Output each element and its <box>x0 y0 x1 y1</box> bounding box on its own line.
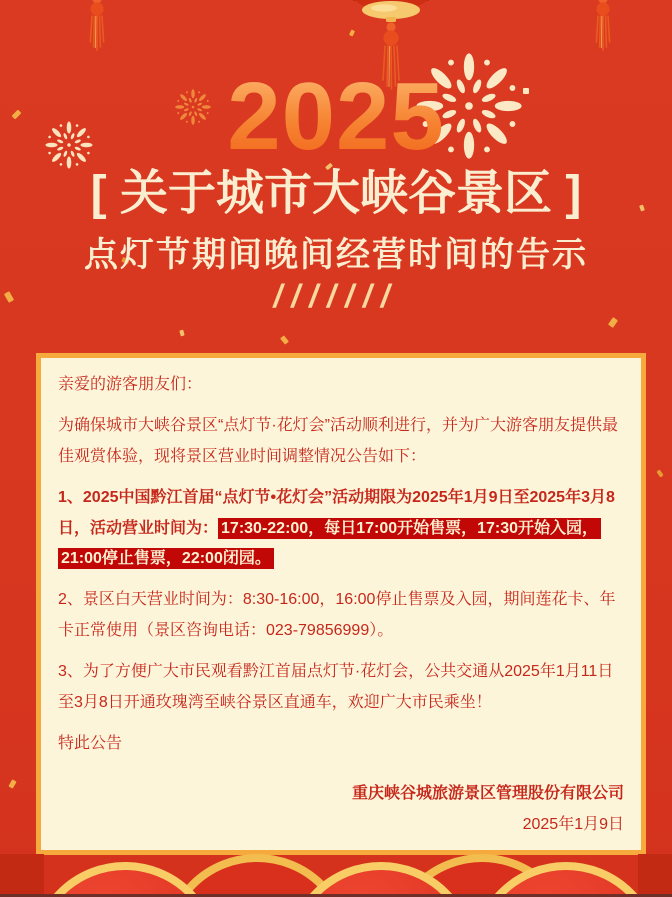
intro-paragraph: 为确保城市大峡谷景区“点灯节·花灯会”活动顺利进行，并为广大游客朋友提供最佳观赏体验，现将景区营业时间调整情况公告如下： <box>58 417 618 465</box>
confetti-speck <box>179 330 184 337</box>
tassel-icon <box>588 0 618 58</box>
year-heading: 2025 <box>227 63 445 170</box>
notice-item-2: 2、景区白天营业时间为：8:30-16:00，16:00停止售票及入园，期间莲花卡、年卡正常使用（景区咨询电话：023-79856999）。 <box>58 591 616 639</box>
subtitle: 点灯节期间晚间经营时间的告示 <box>84 236 588 275</box>
confetti-speck <box>8 779 16 788</box>
signature-company: 重庆峡谷城旅游景区管理股份有限公司 <box>351 785 624 803</box>
confetti-speck <box>280 335 289 344</box>
confetti-speck <box>656 469 663 477</box>
greeting-text: 亲爱的游客朋友们： <box>58 376 203 393</box>
main-title: [ 关于城市大峡谷景区 ] <box>90 167 582 221</box>
item-1-prefix: 1、2025中国黔江首届“点灯节•花灯会”活动期限为2025年1月9日至2025年3月8日，活动营业时间为： <box>58 489 615 537</box>
notice-item-1 <box>58 483 624 574</box>
scallop-arc <box>30 862 220 894</box>
slashes-decoration: /////// <box>273 278 399 315</box>
tassel-icon <box>82 0 112 58</box>
confetti-speck <box>349 29 355 36</box>
notice-card <box>36 353 646 855</box>
hero-header <box>0 63 672 315</box>
closing-text: 特此公告 <box>58 734 123 752</box>
signature-date: 2025年1月9日 <box>522 815 624 833</box>
notice-item-3: 3、为了方便广大市民观看黔江首届点灯节·花灯会，公共交通从2025年1月11日至3月8日开通玫瑰湾至峡谷景区直通车，欢迎广大市民乘坐！ <box>58 663 614 711</box>
confetti-speck <box>608 317 618 328</box>
item-1-highlighted-hours: 17:30-22:00，每日17:00开始售票，17:30开始入园，21:00停止售票，22:00闭园。 <box>58 518 601 569</box>
scallop-awning <box>0 852 672 894</box>
